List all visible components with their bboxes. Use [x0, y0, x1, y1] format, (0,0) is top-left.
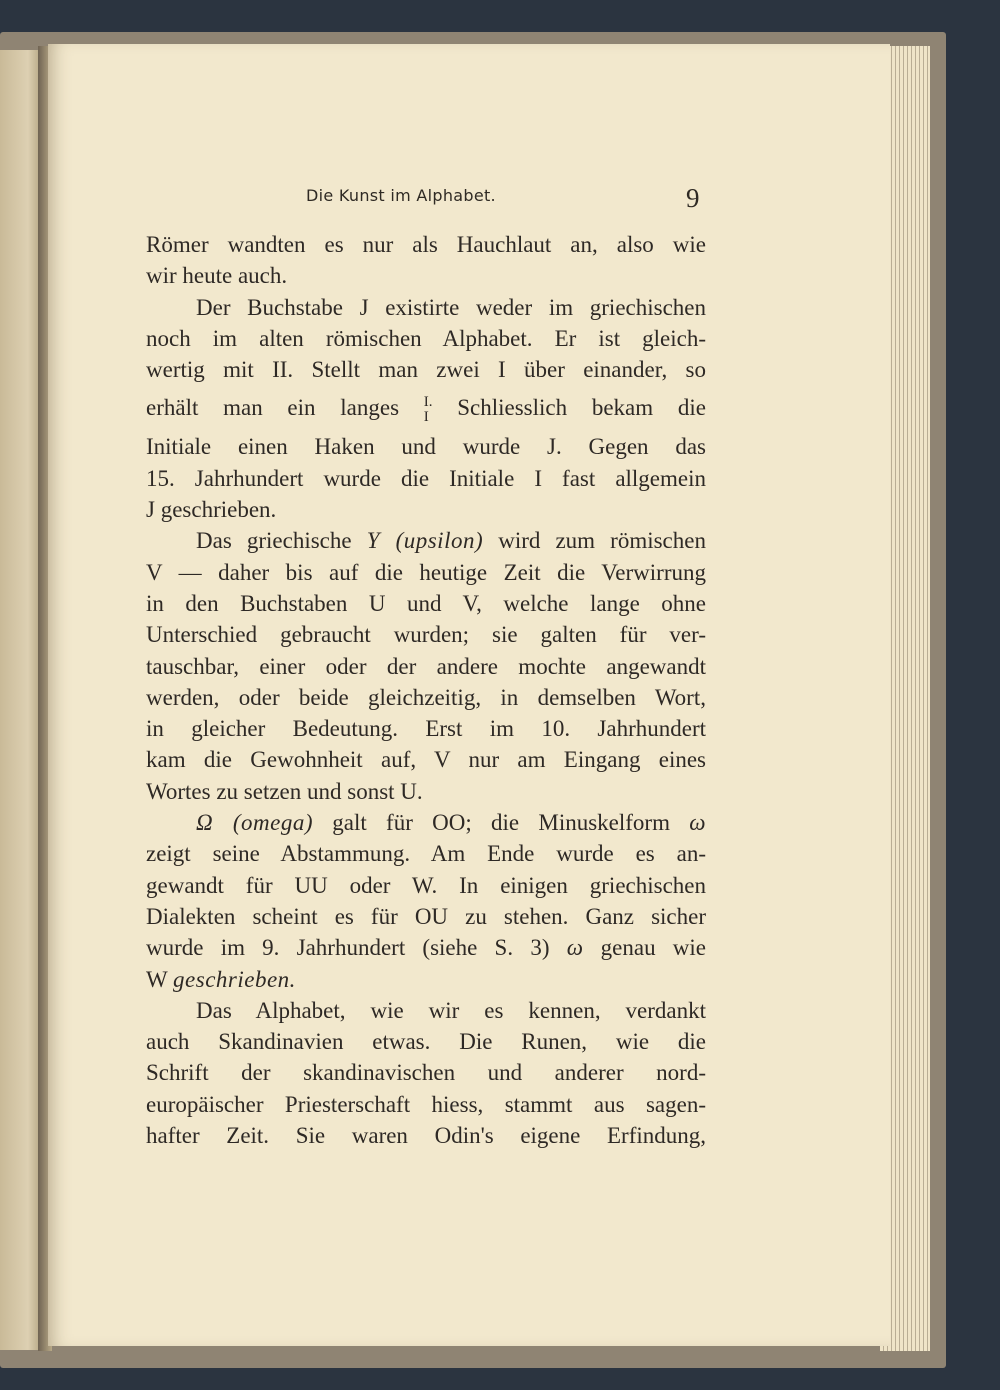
text-line: [146, 870, 706, 901]
text-run: kam die Gewohnheit auf, V nur am Eingang eines: [146, 747, 706, 773]
text-run: erhält man ein langes: [146, 395, 424, 421]
text-run: Initiale einen Haken und wurde J. Gegen das: [146, 434, 706, 460]
text-run: Schliesslich bekam die: [432, 395, 706, 421]
stacked-letter: I.: [423, 394, 433, 411]
italic-run: ω: [689, 810, 706, 836]
text-run: Schrift der skandinavischen und anderer nord-: [146, 1060, 706, 1086]
text-run: Römer wandten es nur als Hauchlaut an, also wie: [146, 232, 706, 257]
text-run: europäischer Priesterschaft hiess, stammt aus sagen-: [146, 1091, 706, 1117]
text-run: wird zum römischen: [483, 528, 706, 554]
text-line: [146, 651, 706, 682]
text-run: Der Buchstabe J existirte weder im griechischen: [196, 294, 706, 320]
text-line: [146, 713, 706, 744]
text-run: genau wie: [583, 935, 706, 961]
text-run: gewandt für UU oder W. In einigen griechischen: [146, 872, 706, 898]
text-run: in den Buchstaben U und V, welche lange ohne: [146, 590, 706, 616]
text-line: [146, 431, 706, 462]
text-run: wertig mit II. Stellt man zwei I über einander, so: [146, 357, 706, 383]
italic-run: ω: [566, 935, 584, 961]
text-run: W: [146, 966, 174, 992]
text-run: Unterschied gebraucht wurden; sie galten für ver-: [146, 622, 706, 648]
text-line: [146, 292, 706, 323]
text-line: [146, 744, 706, 775]
text-line: [146, 1089, 706, 1120]
text-run: werden, oder beide gleichzeitig, in demselben Wort,: [146, 684, 706, 710]
text-line: [146, 682, 706, 713]
text-line: [146, 494, 706, 525]
left-page-edge: [0, 50, 40, 1350]
text-run: tauschbar, einer oder der andere mochte angewandt: [146, 653, 706, 679]
text-line: [146, 1057, 706, 1088]
text-run: hafter Zeit. Sie waren Odin's eigene Erfindung,: [146, 1123, 706, 1149]
text-run: 15. Jahrhundert wurde die Initiale I fast allgemein: [146, 465, 706, 491]
text-line: [146, 463, 706, 494]
text-run: in gleicher Bedeutung. Erst im 10. Jahrhundert: [146, 716, 706, 742]
text-line: [146, 588, 706, 619]
text-run: wir heute auch.: [146, 263, 288, 289]
italic-run: Y (upsilon): [366, 528, 484, 554]
text-line: [146, 776, 706, 807]
text-run: wurde im 9. Jahrhundert (siehe S. 3): [146, 935, 567, 961]
text-run: Das Alphabet, wie wir es kennen, verdankt: [196, 997, 706, 1023]
text-line: [146, 838, 706, 869]
running-head: Die Kunst im Alphabet.: [306, 186, 496, 205]
text-line: [146, 807, 706, 838]
italic-run: Ω (omega): [196, 810, 314, 836]
text-run: Das griechische: [196, 528, 367, 554]
text-line: [146, 229, 706, 260]
text-line: [146, 260, 706, 291]
text-run: J geschrieben.: [146, 497, 277, 523]
text-run: galt für OO; die Minuskelform: [313, 810, 690, 836]
text-line: [146, 1026, 706, 1057]
text-run: zeigt seine Abstammung. Am Ende wurde es an-: [146, 841, 706, 867]
text-line: [146, 901, 706, 932]
text-run: Wortes zu setzen und sonst U.: [146, 778, 423, 804]
text-line: [146, 995, 706, 1026]
text-run: V — daher bis auf die heutige Zeit die Verwirrung: [146, 559, 706, 585]
text-line: [146, 619, 706, 650]
text-line: [146, 323, 706, 354]
italic-run: geschrieben.: [173, 966, 296, 992]
text-line: [146, 557, 706, 588]
text-run: Dialekten scheint es für OU zu stehen. Ganz sicher: [146, 903, 706, 929]
text-line: [146, 1120, 706, 1151]
stacked-letters: [424, 395, 433, 425]
text-line: [146, 525, 706, 556]
text-line: [146, 932, 706, 963]
stacked-letter: I: [423, 409, 429, 426]
text-run: noch im alten römischen Alphabet. Er ist gleich-: [146, 325, 706, 351]
text-run: auch Skandinavien etwas. Die Runen, wie die: [146, 1029, 706, 1055]
text-line: [146, 385, 706, 431]
text-line: [146, 964, 706, 995]
page-number: 9: [686, 183, 700, 213]
text-line: [146, 354, 706, 385]
body-text: [146, 229, 706, 1151]
